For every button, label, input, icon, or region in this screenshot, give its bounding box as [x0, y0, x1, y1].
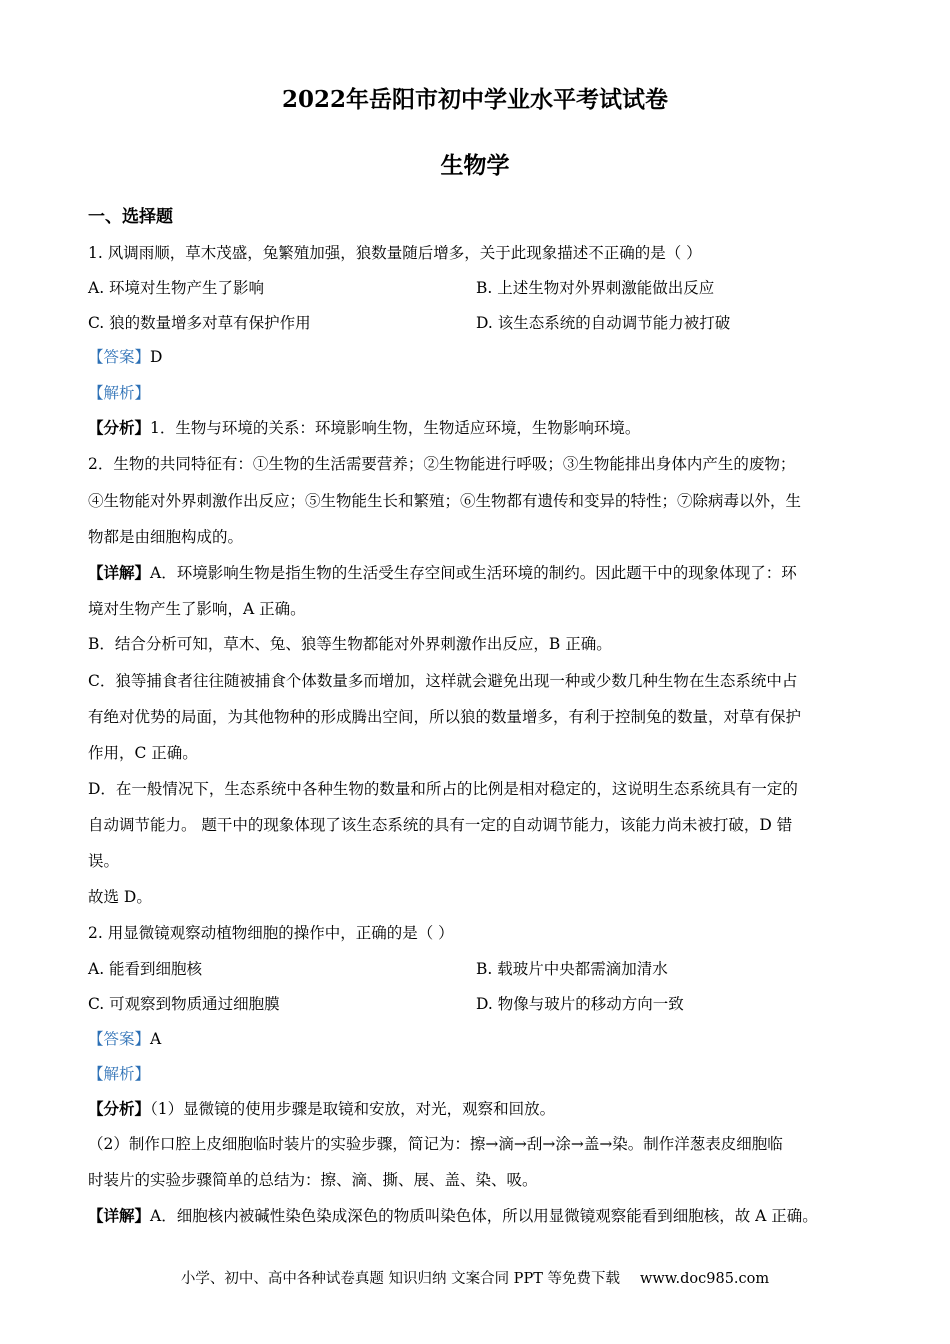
q1-detail-line: D．在一般情况下，生态系统中各种生物的数量和所占的比例是相对稳定的，这说明生态系统具有一定的 [88, 780, 798, 798]
q1-detail-line: C．狼等捕食者往往随被捕食个体数量多而增加，这样就会避免出现一种或少数几种生物在生态系统中占 [88, 672, 798, 690]
page-footer [0, 1269, 950, 1289]
q2-analysis-line: 【分析】（1）显微镜的使用步骤是取镜和安放，对光，观察和回放。 [88, 1099, 556, 1118]
answer-value: D [150, 348, 163, 366]
q2-option-a: A. 能看到细胞核 [88, 960, 203, 978]
q1-detail-line: 自动调节能力。 题干中的现象体现了该生态系统的具有一定的自动调节能力，该能力尚未被打破，D 错 [88, 816, 793, 834]
q2-stem: 2. 用显微镜观察动植物细胞的操作中，正确的是（ ） [88, 924, 454, 942]
q2-answer [88, 1028, 868, 1050]
q1-option-a: A. 环境对生物产生了影响 [88, 279, 265, 297]
answer-tag: 【答案】 [88, 348, 151, 366]
q1-stem: 1. 风调雨顺，草木茂盛，兔繁殖加强，狼数量随后增多，关于此现象描述不正确的是（ ） [88, 244, 702, 262]
exam-title: 2022年岳阳市初中学业水平考试试卷 [281, 86, 668, 113]
q1-detail-line: 作用，C 正确。 [88, 744, 198, 762]
q1-detail-line: 【详解】A．环境影响生物是指生物的生活受生存空间或生活环境的制约。因此题干中的现象体现了：环 [88, 563, 797, 582]
fenxi-tag: 【分析】 [88, 1099, 151, 1118]
q1-conclusion: 故选 D。 [88, 888, 152, 906]
q2-analysis-line: （2）制作口腔上皮细胞临时装片的实验步骤，简记为：擦→滴→刮→涂→盖→染。制作洋葱表皮细胞临 [88, 1135, 783, 1153]
q1-option-c: C. 狼的数量增多对草有保护作用 [88, 314, 311, 332]
q1-option-b: B. 上述生物对外界刺激能做出反应 [476, 279, 715, 297]
q1-analysis-line: 2．生物的共同特征有：①生物的生活需要营养；②生物能进行呼吸；③生物能排出身体内产生的废物； [88, 455, 796, 473]
q1-detail-line: 有绝对优势的局面，为其他物种的形成腾出空间，所以狼的数量增多，有利于控制兔的数量，对草有保护 [88, 708, 802, 726]
q1-option-d: D. 该生态系统的自动调节能力被打破 [476, 314, 731, 332]
q1-analysis-tag: 【解析】 [88, 384, 151, 402]
footer-text: 小学、初中、高中各种试卷真题 知识归纳 文案合同 PPT 等免费下载 [180, 1271, 620, 1287]
footer-site-link[interactable]: www.doc985.com [639, 1271, 770, 1287]
q1-analysis-line: 物都是由细胞构成的。 [88, 528, 244, 546]
q2-option-d: D. 物像与玻片的移动方向一致 [476, 995, 684, 1013]
q1-detail-line: 境对生物产生了影响，A 正确。 [88, 600, 306, 618]
q1-analysis-line: ④生物能对外界刺激作出反应；⑤生物能生长和繁殖；⑥生物都有遗传和变异的特性；⑦除病毒以外，生 [88, 492, 802, 510]
q1-detail-line: 误。 [88, 852, 120, 870]
section-heading: 一、选择题 [88, 207, 173, 227]
q2-analysis-tag: 【解析】 [88, 1065, 151, 1083]
q1-analysis-line: 【分析】1．生物与环境的关系：环境影响生物，生物适应环境，生物影响环境。 [88, 418, 641, 437]
fenxi-tag: 【分析】 [88, 418, 151, 437]
q2-option-b: B. 载玻片中央都需滴加清水 [476, 960, 668, 978]
detail-tag: 【详解】 [88, 1206, 151, 1225]
q1-detail-line: B．结合分析可知，草木、兔、狼等生物都能对外界刺激作出反应，B 正确。 [88, 635, 612, 653]
q2-detail-line: 【详解】A．细胞核内被碱性染色染成深色的物质叫染色体，所以用显微镜观察能看到细胞核，故 A 正确。 [88, 1206, 818, 1225]
q1-answer [88, 346, 868, 368]
detail-tag: 【详解】 [88, 563, 151, 582]
answer-value: A [150, 1030, 162, 1048]
q2-option-c: C. 可观察到物质通过细胞膜 [88, 995, 280, 1013]
subject-title: 生物学 [440, 152, 510, 179]
answer-tag: 【答案】 [88, 1030, 151, 1048]
q2-analysis-line: 时装片的实验步骤简单的总结为：擦、滴、撕、展、盖、染、吸。 [88, 1171, 538, 1189]
